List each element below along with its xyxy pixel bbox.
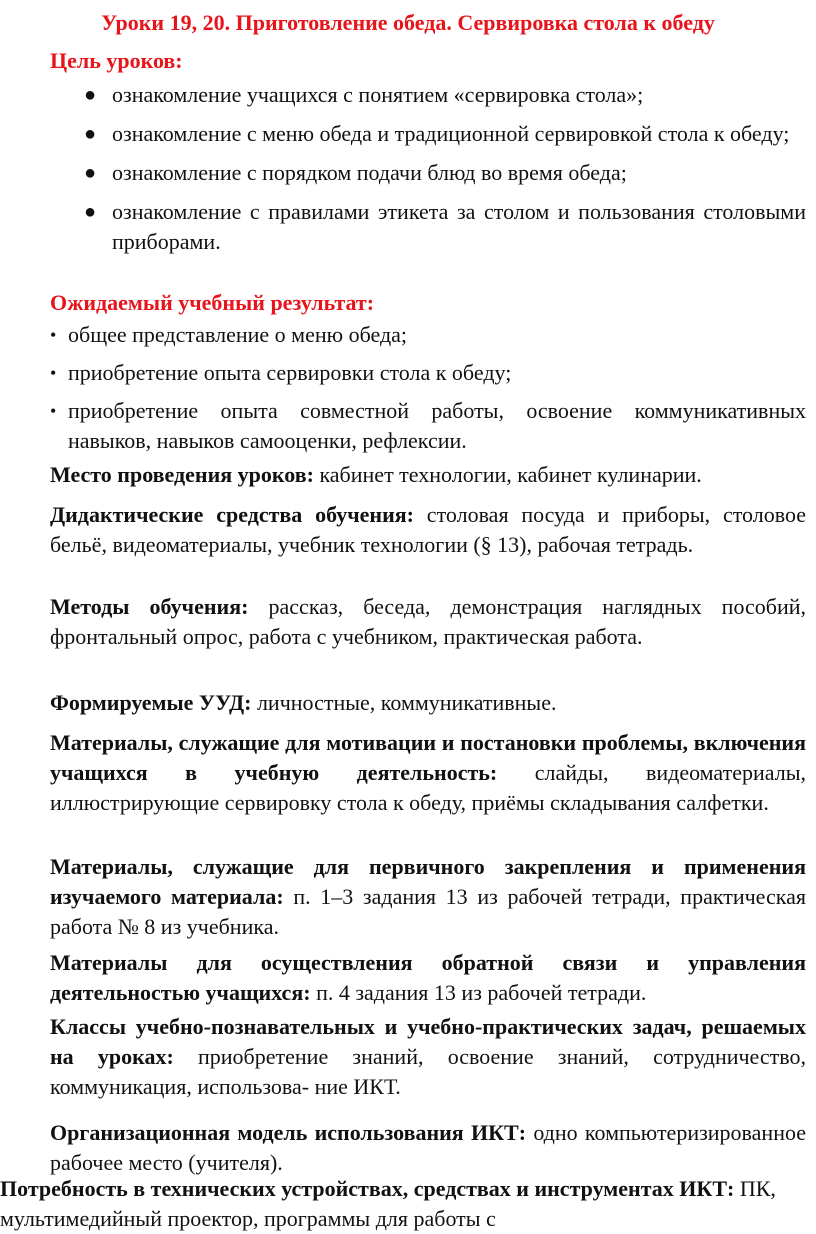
list-item bbox=[50, 396, 806, 456]
section-label: Место проведения уроков: bbox=[50, 462, 314, 487]
section-label: Материалы, служащие для первичного закрепления и применения изучаемого материала: bbox=[50, 854, 806, 909]
section-text: приобретение знаний, освоение знаний, сотрудничество, коммуникация, использова- ние ИКТ. bbox=[50, 1044, 806, 1099]
section-ict-model bbox=[50, 1118, 806, 1178]
section-text: слайды, видеоматериалы, иллюстрирующие сервировку стола к обеду, приёмы складывания салфетки. bbox=[50, 760, 806, 815]
goals-list bbox=[84, 80, 806, 266]
section-text: личностные, коммуникативные. bbox=[251, 690, 557, 715]
section-label: Организационная модель использования ИКТ: bbox=[50, 1120, 527, 1145]
section-uud bbox=[50, 688, 806, 718]
section-label: Методы обучения: bbox=[50, 594, 249, 619]
section-text: рассказ, беседа, демонстрация наглядных пособий, фронтальный опрос, работа с учебником, практическая работа. bbox=[50, 594, 807, 649]
section-label: Материалы для осуществления обратной связи и управления деятельностью учащихся: bbox=[50, 950, 806, 1005]
section-text: п. 1–3 задания 13 из рабочей тетради, практическая работа № 8 из учебника. bbox=[50, 884, 806, 939]
bullet-icon: ● bbox=[84, 84, 97, 106]
list-item bbox=[50, 320, 806, 350]
list-item-text: ознакомление учащихся с понятием «сервировка стола»; bbox=[112, 82, 644, 107]
bullet-icon: • bbox=[50, 325, 57, 345]
section-text: кабинет технологии, кабинет кулинарии. bbox=[313, 462, 702, 487]
section-text: столовая посуда и приборы, столовое бельё, видеоматериалы, учебник технологии (§ 13), рабочая тетрадь. bbox=[50, 502, 806, 557]
section-feedback bbox=[50, 948, 806, 1008]
section-needs bbox=[0, 1174, 816, 1234]
bullet-icon: ● bbox=[84, 201, 97, 223]
section-text: ПК, мультимедийный проектор, программы для работы с bbox=[0, 1176, 776, 1231]
section-primary bbox=[50, 852, 806, 942]
section-motivation bbox=[50, 728, 806, 818]
goals-heading: Цель уроков: bbox=[50, 48, 183, 73]
section-place bbox=[50, 460, 806, 490]
result-heading: Ожидаемый учебный результат: bbox=[50, 290, 375, 315]
section-text: п. 4 задания 13 из рабочей тетради. bbox=[310, 980, 647, 1005]
list-item-text: ознакомление с порядком подачи блюд во время обеда; bbox=[112, 160, 627, 185]
list-item-text: приобретение опыта совместной работы, освоение коммуникативных навыков, навыков самооценки, рефлексии. bbox=[68, 398, 806, 453]
list-item bbox=[84, 119, 806, 149]
result-list bbox=[50, 320, 806, 464]
section-methods bbox=[50, 592, 806, 652]
list-item bbox=[50, 358, 806, 388]
list-item-text: приобретение опыта сервировки стола к обеду; bbox=[68, 360, 512, 385]
list-item-text: ознакомление с правилами этикета за столом и пользования столовыми приборами. bbox=[112, 199, 806, 254]
list-item-text: ознакомление с меню обеда и традиционной сервировкой стола к обеду; bbox=[112, 121, 790, 146]
bullet-icon: ● bbox=[84, 162, 97, 184]
section-label: Классы учебно-познавательных и учебно-практических задач, решаемых на уроках: bbox=[50, 1014, 806, 1069]
bullet-icon: • bbox=[50, 363, 57, 383]
list-item bbox=[84, 80, 806, 110]
section-text: одно компьютеризированное рабочее место (учителя). bbox=[50, 1120, 807, 1175]
list-item bbox=[84, 197, 806, 257]
section-label: Формируемые УУД: bbox=[50, 690, 252, 715]
section-label: Дидактические средства обучения: bbox=[50, 502, 414, 527]
list-item bbox=[84, 158, 806, 188]
lesson-title: Уроки 19, 20. Приготовление обеда. Сервировка стола к обеду bbox=[101, 10, 715, 35]
section-didactic bbox=[50, 500, 806, 560]
bullet-icon: • bbox=[50, 401, 57, 421]
section-classes bbox=[50, 1012, 806, 1102]
list-item-text: общее представление о меню обеда; bbox=[68, 322, 408, 347]
section-label: Материалы, служащие для мотивации и постановки проблемы, включения учащихся в учебную деятельность: bbox=[50, 730, 806, 785]
bullet-icon: ● bbox=[84, 123, 97, 145]
section-label: Потребность в технических устройствах, средствах и инструментах ИКТ: bbox=[0, 1176, 735, 1201]
